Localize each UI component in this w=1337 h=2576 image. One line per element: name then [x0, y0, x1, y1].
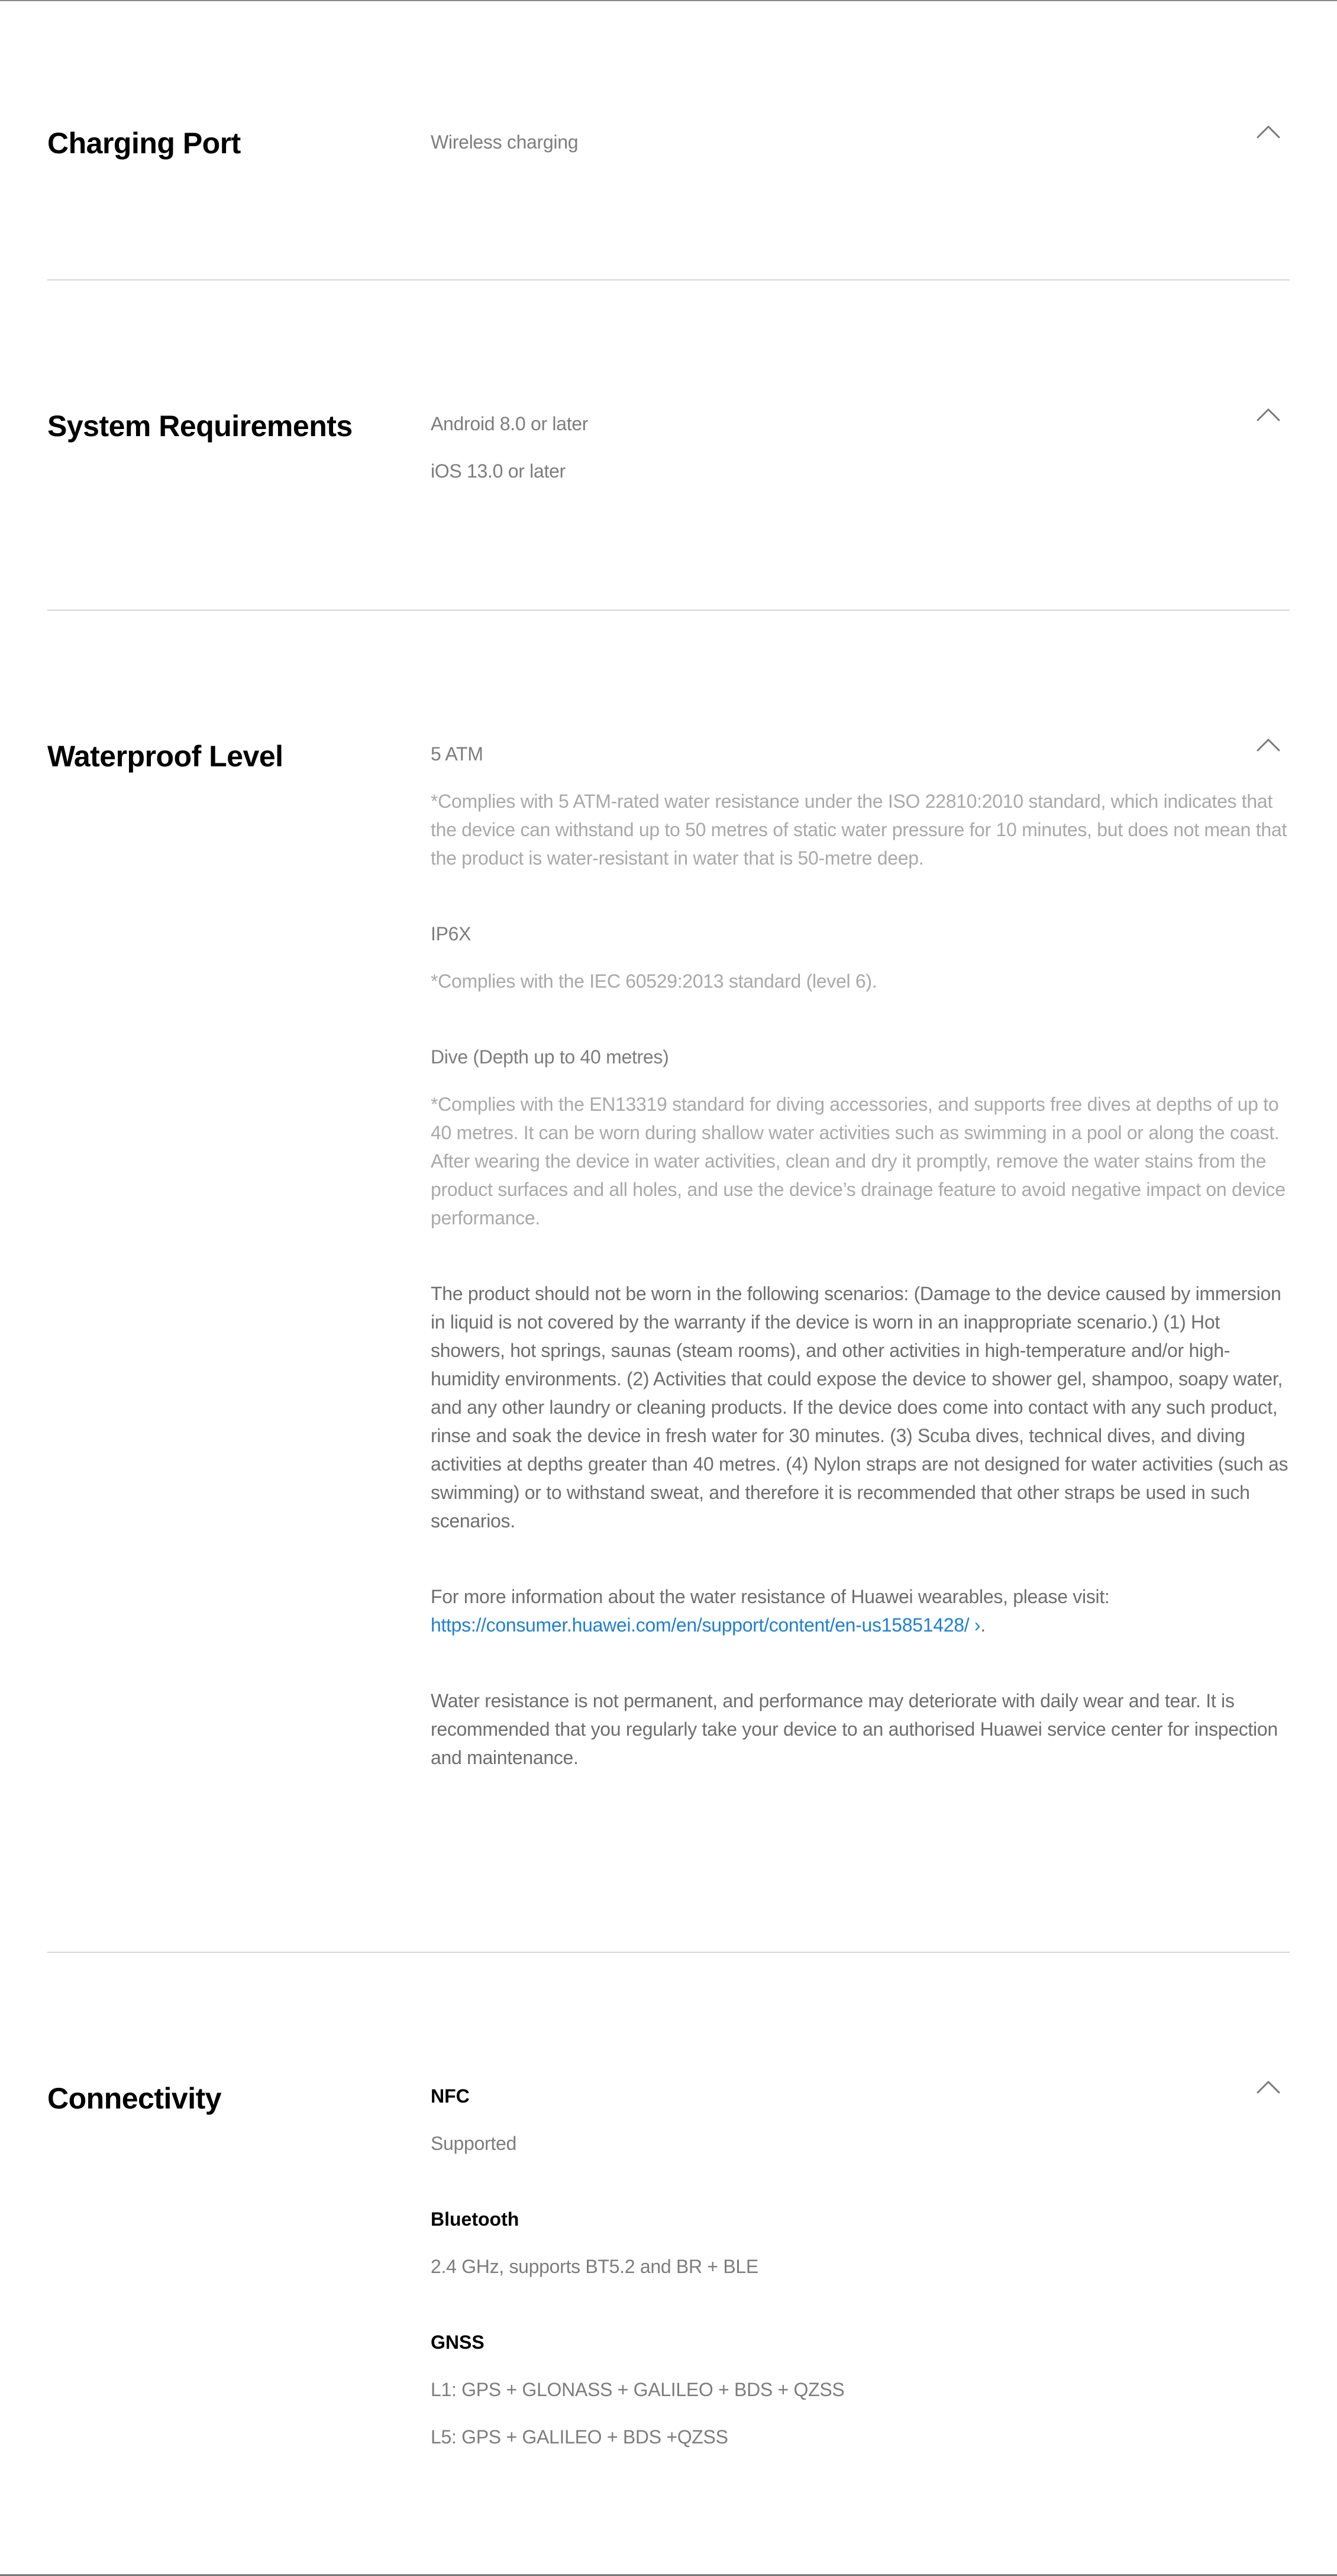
chevron-up-icon: [1257, 2080, 1280, 2095]
chevron-up-icon: [1257, 407, 1280, 423]
waterproof-dive-note: *Complies with the EN13319 standard for diving accessories, and supports free dives at depths of up to 40 metres. It can be worn during shallow water activities such as swimming in a pool or along the coast. After wearing the device in water activities, clean and dry it promptly, remove the water stains from the product surfaces and all holes, and use the device’s drainage feature to avoid negative impact on device performance.: [431, 1094, 1286, 1229]
spec-value: Wireless charging: [431, 131, 579, 153]
spec-value: Android 8.0 or later: [431, 413, 589, 434]
spec-value: Supported: [431, 2133, 516, 2154]
scenarios-paragraph: The product should not be worn in the following scenarios: (Damage to the device caused by immersion in liquid is not covered by the warranty if the device is worn in an inappropriate scenario.) (1) Hot showers, hot springs, saunas (steam rooms), and other activities in high-temperature and/or high-humidity environments. (2) Activities that could expose the device to shower gel, shampoo, soapy water, and any other laundry or cleaning products. If the device does come into contact with any such product, rinse and soak the device in fresh water for 30 minutes. (3) Scuba dives, technical dives, and diving activities at depths greater than 40 metres. (4) Nylon straps are not designed for water activities (such as swimming) or to withstand sweat, and therefore it is recommended that other straps be used in such scenarios.: [431, 1283, 1288, 1532]
section-title: System Requirements: [47, 410, 353, 443]
spec-value: L1: GPS + GLONASS + GALILEO + BDS + QZSS: [431, 2379, 845, 2400]
spec-value: L5: GPS + GALILEO + BDS +QZSS: [431, 2426, 728, 2448]
waterproof-atm-note: *Complies with 5 ATM-rated water resistance under the ISO 22810:2010 standard, which indicates that the device can withstand up to 50 metres of static water pressure for 10 minutes, but does not mean that the product is water-resistant in water that is 50-metre deep.: [431, 791, 1287, 869]
section-divider: [47, 1952, 1290, 1953]
collapse-toggle-button[interactable]: [1257, 2080, 1280, 2095]
water-resistance-support-link[interactable]: https://consumer.huawei.com/en/support/content/en-us15851428/ ›: [431, 1614, 981, 1636]
section-divider: [47, 279, 1290, 281]
section-title: Connectivity: [47, 2082, 222, 2115]
chevron-up-icon: [1257, 737, 1280, 753]
collapse-toggle-button[interactable]: [1257, 737, 1280, 753]
section-title: Waterproof Level: [47, 740, 283, 773]
spec-item-bluetooth: [431, 2205, 1294, 2281]
spec-item-label: NFC: [431, 2085, 470, 2107]
collapse-toggle-button[interactable]: [1257, 124, 1280, 140]
spec-value: 2.4 GHz, supports BT5.2 and BR + BLE: [431, 2256, 758, 2277]
section-title: Charging Port: [47, 127, 241, 160]
spec-item-nfc: [431, 2082, 1294, 2158]
spec-item-label: Bluetooth: [431, 2209, 519, 2230]
waterproof-ip-label: IP6X: [431, 923, 471, 944]
waterproof-ip-note: *Complies with the IEC 60529:2013 standard (level 6).: [431, 971, 877, 992]
waterproof-dive-label: Dive (Depth up to 40 metres): [431, 1046, 669, 1068]
section-values: [431, 410, 1294, 485]
more-info-paragraph: [431, 1582, 1294, 1639]
chevron-up-icon: [1257, 124, 1280, 140]
section-divider: [47, 610, 1290, 611]
more-info-text: For more information about the water resistance of Huawei wearables, please visit:: [431, 1586, 1110, 1607]
section-values: [431, 2082, 1294, 2451]
more-info-suffix: .: [980, 1614, 986, 1636]
collapse-toggle-button[interactable]: [1257, 407, 1280, 423]
spec-item-label: GNSS: [431, 2332, 485, 2353]
spec-item-gnss: [431, 2328, 1294, 2451]
section-values: [431, 128, 1294, 156]
maintenance-paragraph: Water resistance is not permanent, and performance may deteriorate with daily wear and tear. It is recommended that you regularly take your device to an authorised Huawei service center for inspection and maintenance.: [431, 1690, 1278, 1768]
waterproof-atm-label: 5 ATM: [431, 743, 483, 765]
section-values: [431, 740, 1294, 1772]
top-border: [0, 0, 1337, 1]
spec-value: iOS 13.0 or later: [431, 460, 566, 482]
